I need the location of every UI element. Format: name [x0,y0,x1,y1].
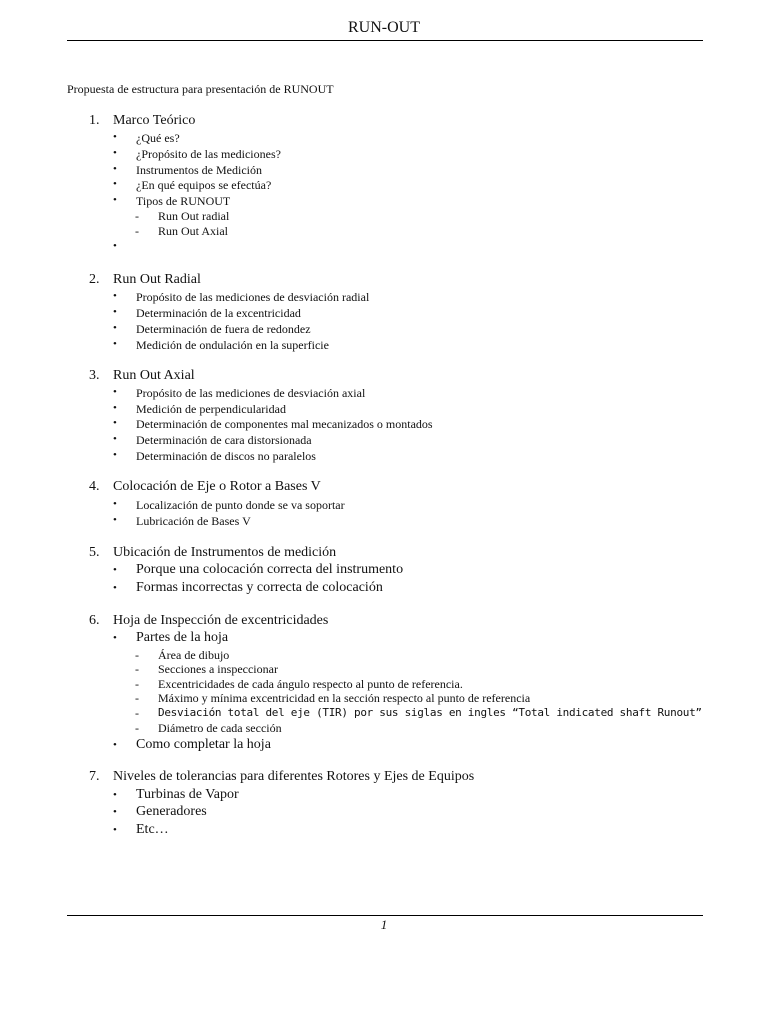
header-divider [67,40,703,41]
section-7-title: 7. Niveles de tolerancias para diferentes Rotores y Ejes de Equipos [89,769,475,784]
section-6-title: 6. Hoja de Inspección de excentricidades [89,613,329,628]
section-5-title: 5. Ubicación de Instrumentos de medición [89,545,337,560]
intro-text: Propuesta de estructura para presentación de RUNOUT [67,82,334,96]
section-3-title: 3. Run Out Axial [89,368,195,383]
footer-divider [67,915,703,916]
section-2-title: 2. Run Out Radial [89,272,201,287]
page-number: 1 [380,917,388,932]
document-title: RUN-OUT [348,19,420,36]
section-4-title: 4. Colocación de Eje o Rotor a Bases V [89,479,321,494]
section-1-title: 1. Marco Teórico [89,113,196,128]
